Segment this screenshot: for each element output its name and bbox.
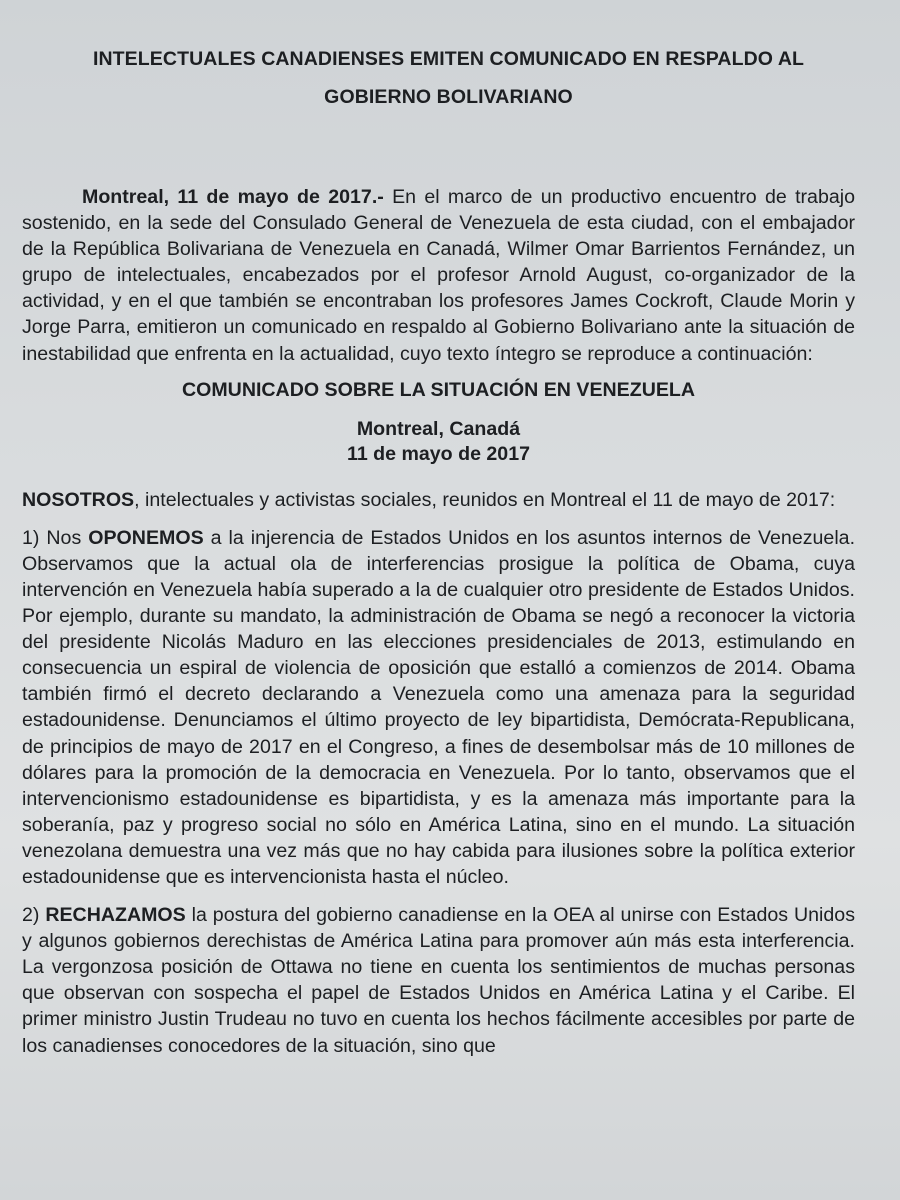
communique-place-date: [22, 417, 855, 467]
title-line-2: GOBIERNO BOLIVARIANO: [324, 86, 573, 108]
paragraph-2-rechazamos: [22, 902, 855, 1059]
paragraph-prefix: 2): [22, 904, 46, 927]
paragraph-text: , intelectuales y activistas sociales, reunidos en Montreal el 11 de mayo de 2017:: [134, 488, 836, 511]
paragraph-text: a la injerencia de Estados Unidos en los asuntos internos de Venezuela. Observamos que la actual ola de interferencias prosigue la política de Obama, cuya intervención en Venezuela había superado a la de cualquier otro presidente de Estados Unidos. Por ejemplo, durante su mandato, la administración de Obama se negó a reconocer la victoria del presidente Nicolás Maduro en las elecciones presidenciales de 2013, estimulando en consecuencia un espiral de violencia de oposición que estalló a comienzos de 2014. Obama también firmó el decreto declarando a Venezuela como una amenaza para la seguridad estadounidense. Denunciamos el último proyecto de ley bipartidista, Demócrata-Republicana, de principios de mayo de 2017 en el Congreso, a fines de desembolsar más de 10 millones de dólares para la promoción de la democracia en Venezuela. Por lo tanto, observamos que el intervencionismo estadounidense es bipartidista, y es la amenaza más importante para la soberanía, paz y progreso social no sólo en América Latina, sino en el mundo. La situación venezolana demuestra una vez más que no hay cabida para ilusiones sobre la política exterior estadounidense que es intervencionista hasta el núcleo.: [22, 526, 856, 888]
communique-heading: COMUNICADO SOBRE LA SITUACIÓN EN VENEZUELA: [181, 378, 696, 401]
title-line-1: INTELECTUALES CANADIENSES EMITEN COMUNICADO EN RESPALDO AL: [92, 48, 805, 70]
paragraph-1-oponemos: [22, 525, 855, 890]
communique-place: Montreal, Canadá: [356, 417, 521, 440]
paragraph-keyword: OPONEMOS: [88, 526, 204, 549]
communique-date: 11 de mayo de 2017: [347, 442, 530, 465]
paragraph-nosotros: [22, 487, 855, 513]
intro-paragraph: [22, 184, 855, 367]
document-title: [22, 40, 855, 116]
intro-text: En el marco de un productivo encuentro de trabajo sostenido, en la sede del Consulado General de Venezuela de esta ciudad, con el embajador de la República Bolivariana de Venezuela en Canadá, Wilmer Omar Barrientos Fernández, un grupo de intelectuales, encabezados por el profesor Arnold August, co-organizador de la actividad, y en el que también se encontraban los profesores James Cockroft, Claude Morin y Jorge Parra, emitieron un comunicado en respaldo al Gobierno Bolivariano ante la situación de inestabilidad que enfrenta en la actualidad, cuyo texto íntegro se reproduce a continuación:: [22, 186, 856, 365]
dateline: Montreal, 11 de mayo de 2017.-: [82, 186, 384, 208]
paragraph-keyword: NOSOTROS: [22, 488, 135, 511]
paragraph-keyword: RECHAZAMOS: [45, 904, 186, 927]
paragraph-prefix: 1) Nos: [22, 526, 89, 549]
paragraph-text: la postura del gobierno canadiense en la OEA al unirse con Estados Unidos y algunos gobiernos derechistas de América Latina para promover aún más esta interferencia. La vergonzosa posición de Ottawa no tiene en cuenta los sentimientos de muchas personas que observan con sospecha el papel de Estados Unidos en América Latina y el Caribe. El primer ministro Justin Trudeau no tuvo en cuenta los hechos fácilmente accesibles por parte de los canadienses conocedores de la situación, sino que: [22, 904, 855, 1057]
